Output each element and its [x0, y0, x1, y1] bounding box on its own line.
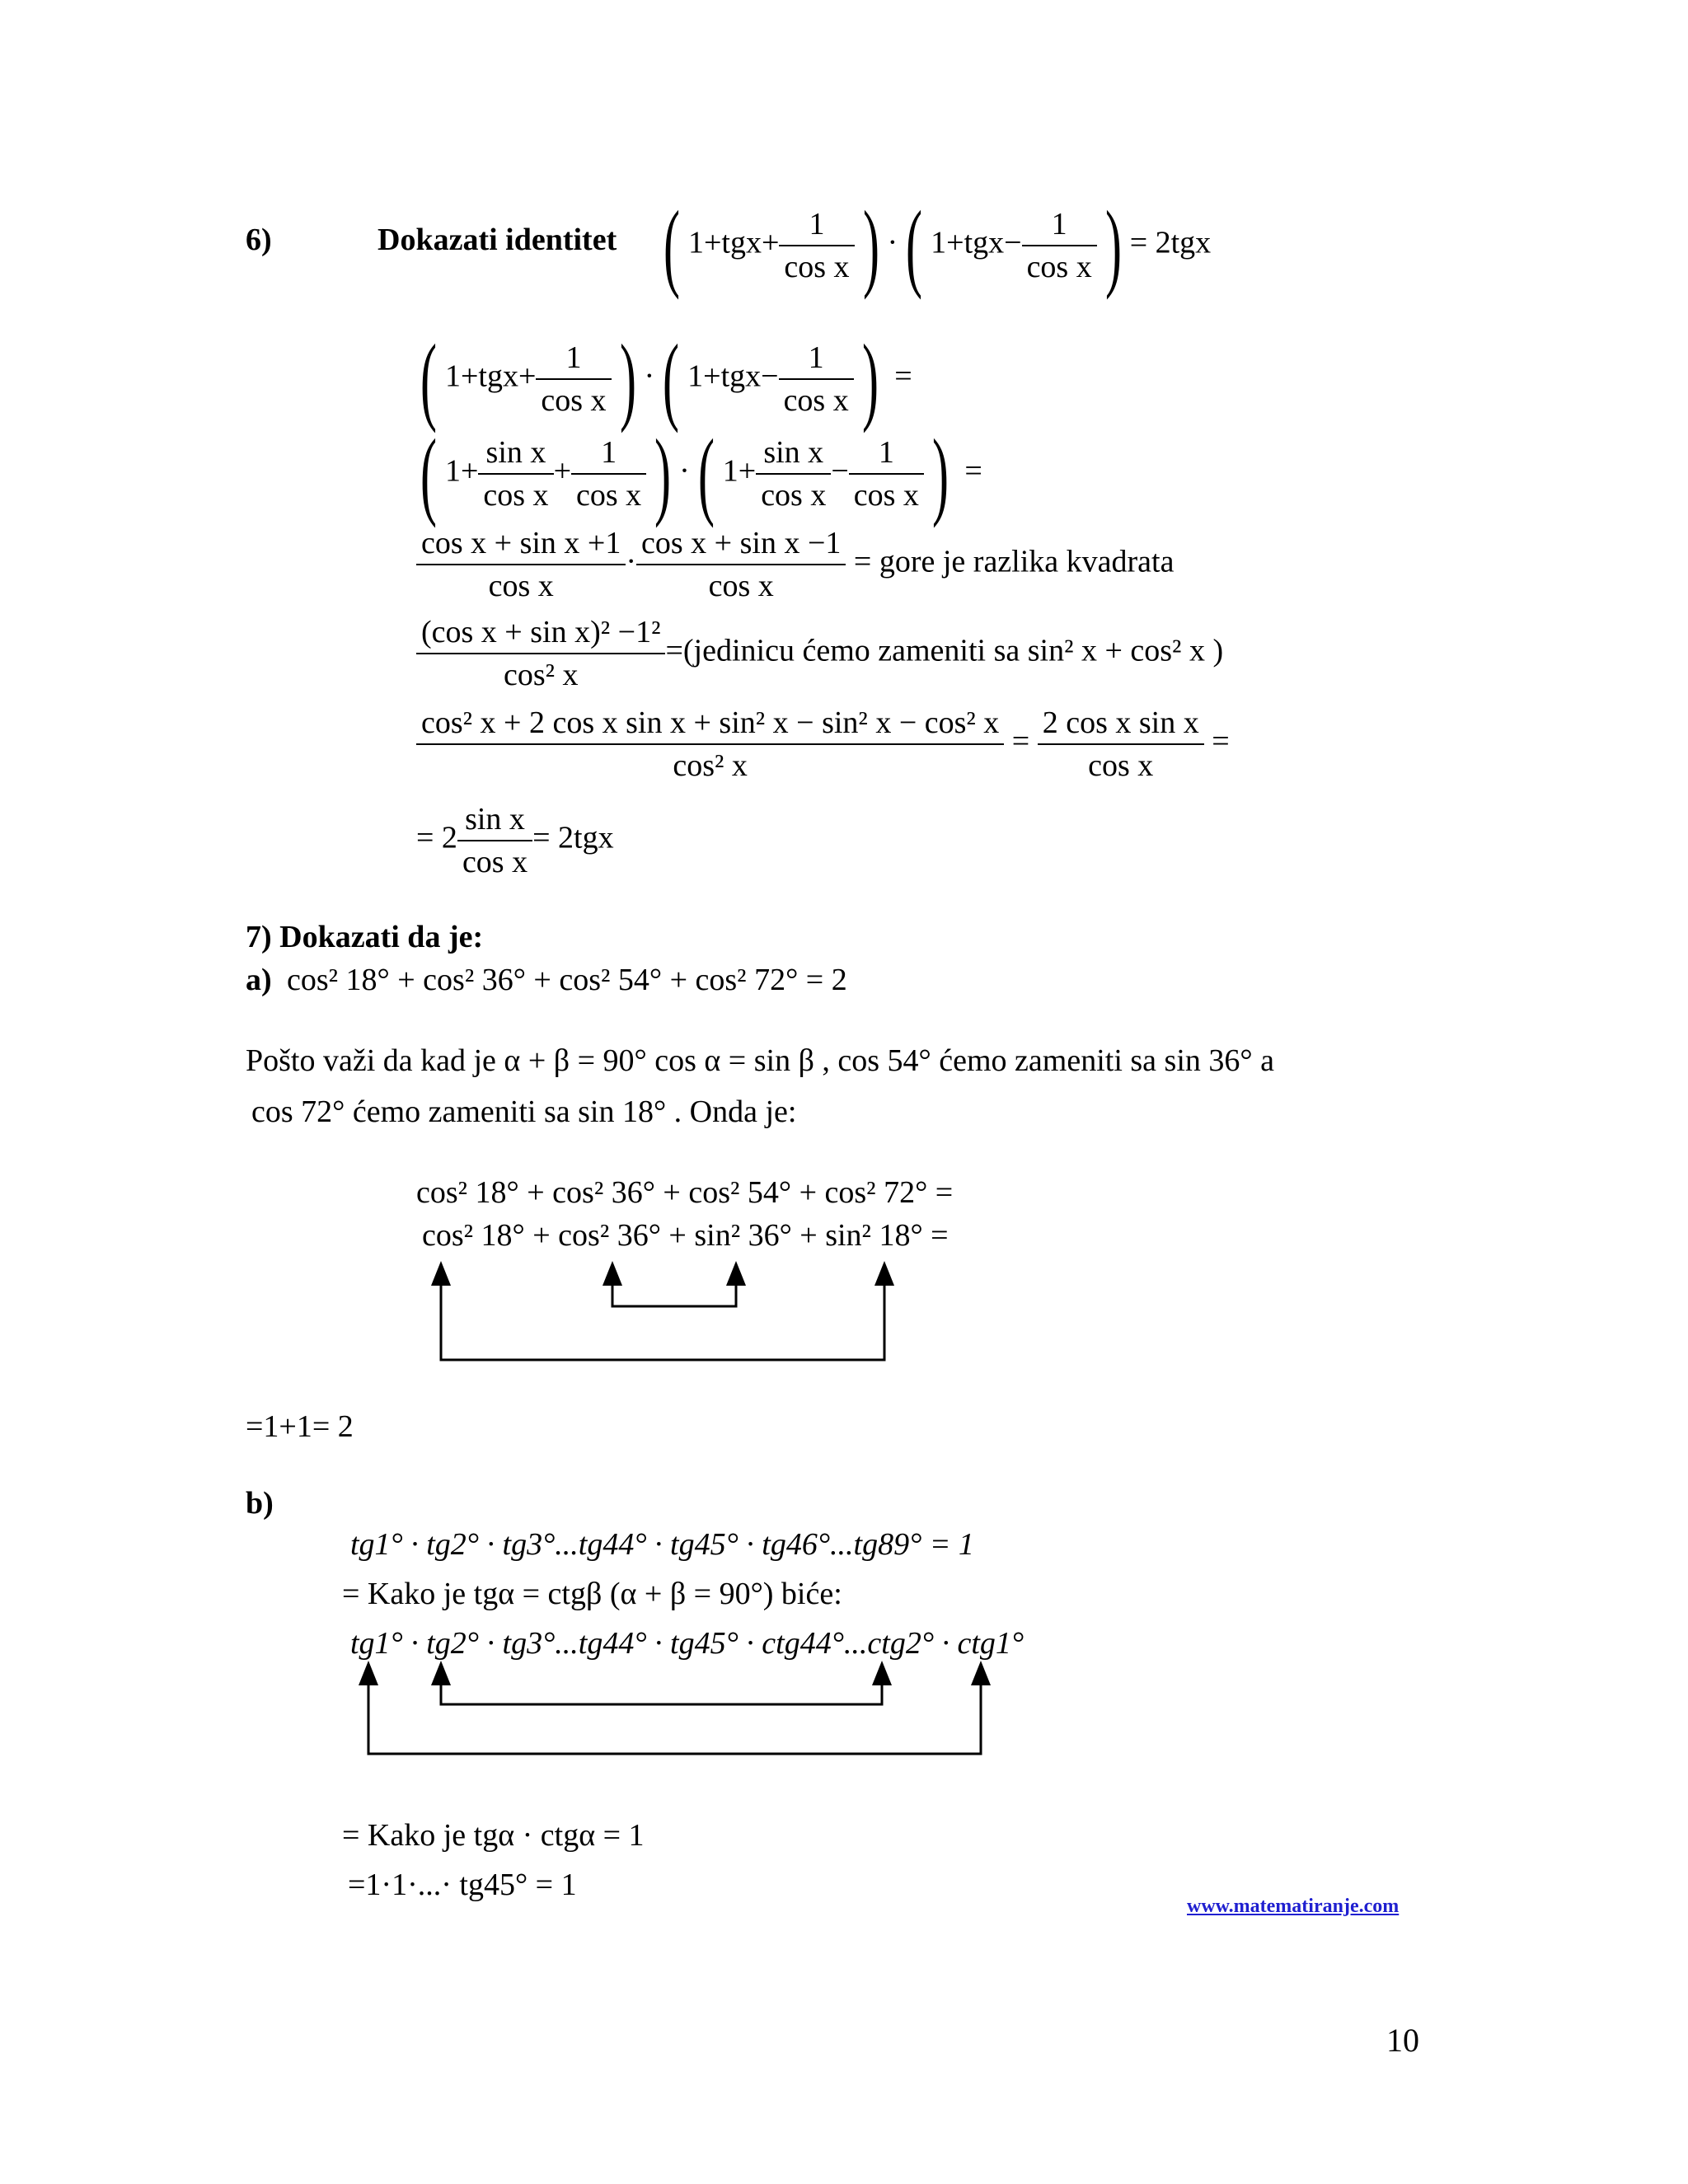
p6-line-4: $\frac{\text{(cos x + sin x)² −1²}}{\text{cos² x}}$ =(jedinicu ćemo zameniti sa sin² x + cos² x ) [416, 616, 1223, 691]
a-line-2: cos² 18° + cos² 36° + sin² 36° + sin² 18° = [422, 1218, 949, 1253]
p6-line-1: ( 1+tgx+ $\frac{1}{\text{cos x}}$ ) ·( 1+tgx− $\frac{1}{\text{cos x}}$ ) = [420, 324, 912, 434]
arrowhead [359, 1661, 378, 1685]
statement-mid: 1+tgx− [931, 225, 1022, 260]
b-line-2: = Kako je tgα = ctgβ (α + β = 90°) biće: [342, 1577, 842, 1611]
problem-7-heading: 7) Dokazati da je: [246, 920, 484, 954]
arrow-inner-a [612, 1269, 736, 1306]
explanation-line-2: cos 72° ćemo zameniti sa sin 18° . Onda je: [251, 1094, 797, 1129]
right-paren: ) [1104, 190, 1122, 300]
right-paren: ) [862, 190, 879, 300]
a-line-1: cos² 18° + cos² 36° + cos² 54° + cos² 72° = [416, 1175, 954, 1210]
p6-line-5: $\frac{\text{cos² x + 2 cos x sin x + sin² x − sin² x − cos² x}}{\text{cos² x}}$ = $\frac{\text{2 cos x sin x}}{\text{cos x}}$ = [416, 707, 1230, 781]
b-line-4: = Kako je tgα · ctgα = 1 [342, 1818, 645, 1853]
page-number: 10 [1386, 2022, 1419, 2059]
arrow-outer-a [441, 1269, 884, 1360]
arrowhead [872, 1661, 892, 1685]
a-result: =1+1= 2 [246, 1409, 354, 1444]
arrowhead [431, 1261, 451, 1286]
fraction: $\frac{1}{\text{cos x}}$ [1022, 209, 1097, 283]
left-paren: ( [906, 190, 923, 300]
p6-line-3: $\frac{\text{cos x + sin x +1}}{\text{cos x}}$ · $\frac{\text{cos x + sin x −1}}{\text{cos x}}$ = gore je razlika kvadrata [416, 527, 1174, 602]
arrowhead [431, 1661, 451, 1685]
b-line-5: =1·1·...· tg45° = 1 [348, 1868, 577, 1902]
problem-6-number: 6) [246, 223, 272, 257]
b-line-1: tg1° · tg2° · tg3°...tg44° · tg45° · tg46°...tg89° = 1 [350, 1527, 974, 1562]
statement-right: = 2tgx [1129, 225, 1212, 260]
part-b-label: b) [246, 1486, 274, 1521]
website-link[interactable]: www.matematiranje.com [1187, 1896, 1400, 1917]
problem-6-statement: ( 1+tgx+ $\frac{1}{\text{cos x}}$ ) ·( 1+tgx− $\frac{1}{\text{cos x}}$ ) = 2tgx [663, 190, 1212, 300]
arrowhead [971, 1661, 991, 1685]
problem-6-label: Dokazati identitet [377, 223, 617, 257]
fraction: $\frac{1}{\text{cos x}}$ [779, 209, 854, 283]
part-a-expression: cos² 18° + cos² 36° + cos² 54° + cos² 72° = 2 [287, 963, 847, 997]
arrowhead [603, 1261, 622, 1286]
arrow-inner-b [441, 1669, 882, 1704]
explanation-line-1: Pošto važi da kad je α + β = 90° cos α = sin β , cos 54° ćemo zameniti sa sin 36° a [246, 1043, 1274, 1078]
p6-line-2: ( 1+ $\frac{\text{sin x}}{\text{cos x}}$ + $\frac{1}{\text{cos x}}$ ) ·( 1+ $\frac{\text{sin x}}{\text{cos x}}$ − $\frac{1}{\text{cos x}}$ ) = [420, 419, 982, 528]
left-paren: ( [663, 190, 680, 300]
arrowhead [726, 1261, 746, 1286]
b-line-3: tg1° · tg2° · tg3°...tg44° · tg45° · ctg44°...ctg2° · ctg1° [350, 1626, 1025, 1661]
arrowhead [874, 1261, 894, 1286]
part-a-label: a) [246, 963, 272, 997]
statement-left: 1+tgx+ [687, 225, 780, 260]
p6-line-6: = 2 $\frac{\text{sin x}}{\text{cos x}}$ = 2tgx [416, 802, 614, 879]
